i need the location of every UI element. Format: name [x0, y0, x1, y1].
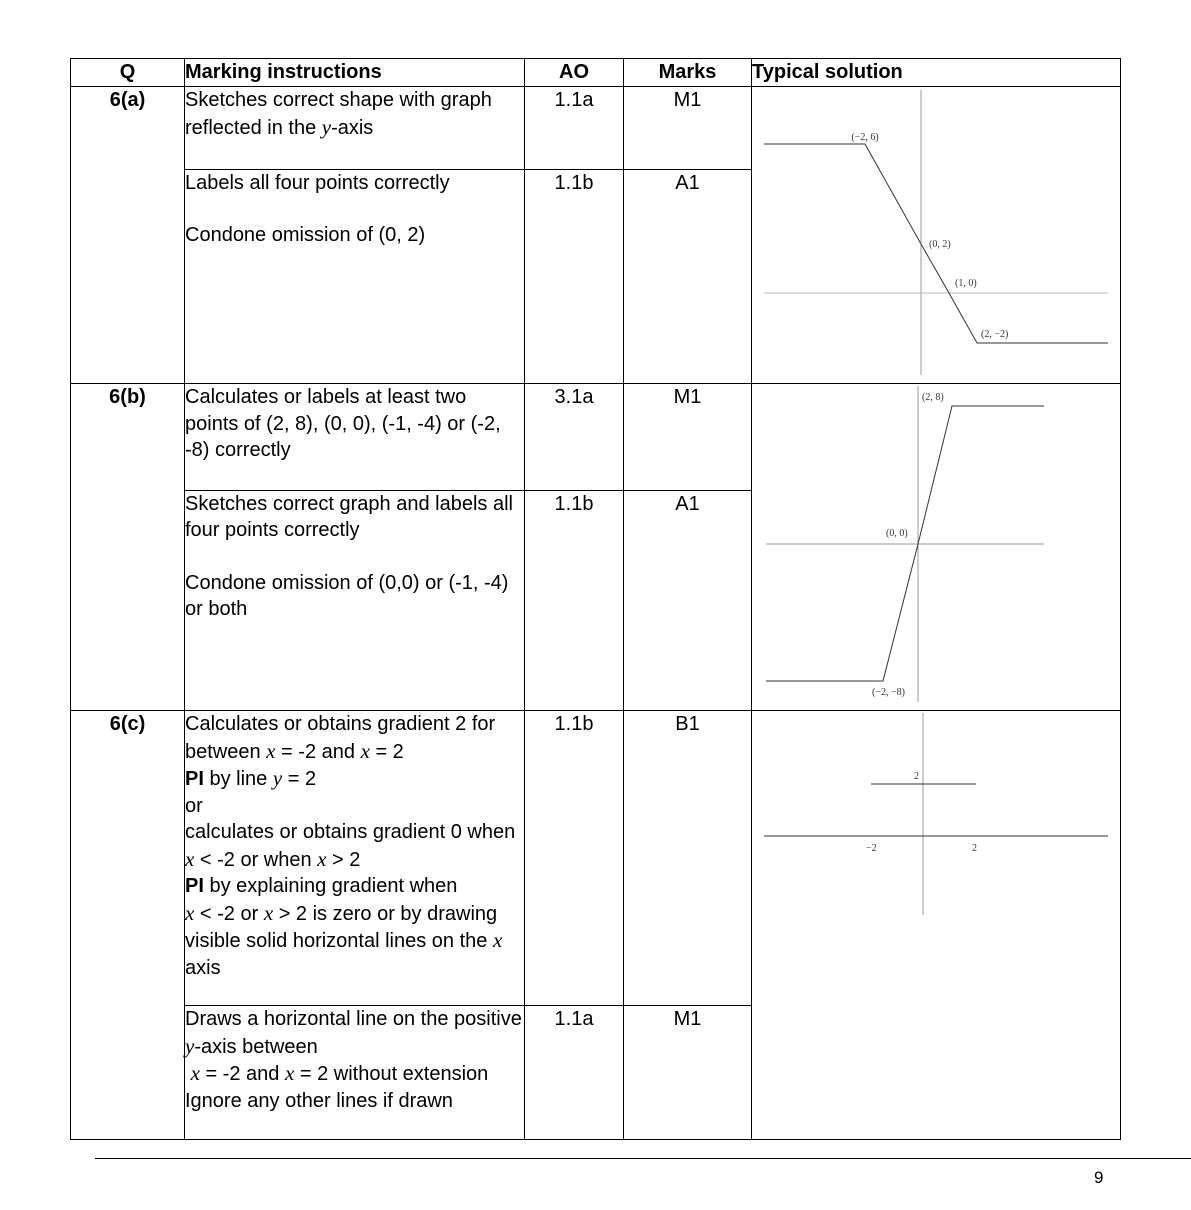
question-6a: 6(a) — [71, 87, 185, 384]
header-q: Q — [71, 59, 185, 87]
header-instructions: Marking instructions — [185, 59, 525, 87]
graph-6c — [752, 711, 1120, 921]
mark-6b-1: M1 — [624, 384, 752, 491]
ao-6c-1: 1.1b — [525, 711, 624, 1006]
solution-graph-6b — [752, 384, 1121, 711]
table-row — [71, 87, 1121, 170]
ao-6a-1: 1.1a — [525, 87, 624, 170]
instruction-6b-1: Calculates or labels at least two points of (2, 8), (0, 0), (-1, -4) or (-2, -8) correctly — [185, 384, 525, 491]
marking-scheme-table — [70, 58, 1121, 1140]
ao-6b-1: 3.1a — [525, 384, 624, 491]
mark-6b-2: A1 — [624, 490, 752, 710]
ao-6b-2: 1.1b — [525, 490, 624, 710]
label-point-b2: (0, 0) — [886, 528, 908, 539]
solution-graph-6a — [752, 87, 1121, 384]
instruction-6b-2: Sketches correct graph and labels all four points correctly Condone omission of (0,0) or (-1, -4) or both — [185, 490, 525, 710]
label-x-2: 2 — [972, 843, 977, 854]
graph-6a — [752, 87, 1120, 377]
mark-6c-2: M1 — [624, 1006, 752, 1140]
label-point-a4: (2, −2) — [981, 329, 1009, 340]
table-row — [71, 711, 1121, 1006]
label-point-a3: (1, 0) — [955, 278, 977, 289]
graph-6b — [752, 384, 1120, 704]
header-marks: Marks — [624, 59, 752, 87]
header-row — [71, 59, 1121, 87]
solution-graph-6c — [752, 711, 1121, 1140]
ao-6c-2: 1.1a — [525, 1006, 624, 1140]
question-6c: 6(c) — [71, 711, 185, 1140]
label-point-a1: (−2, 6) — [851, 132, 879, 143]
label-point-b3: (−2, −8) — [872, 687, 905, 698]
instruction-6c-1: Calculates or obtains gradient 2 for between x = -2 and x = 2 PI by line y = 2 or calculates or obtains gradient 0 when x < -2 or when x > 2 PI by explaining gradient when x < -2 or x > 2 is zero or by drawing visible solid horizontal lines on the x axis — [185, 711, 525, 1006]
label-y-2: 2 — [914, 771, 919, 782]
header-solution: Typical solution — [752, 59, 1121, 87]
mark-6a-2: A1 — [624, 169, 752, 383]
label-point-a2: (0, 2) — [929, 239, 951, 250]
mark-6a-1: M1 — [624, 87, 752, 170]
mark-6c-1: B1 — [624, 711, 752, 1006]
ao-6a-2: 1.1b — [525, 169, 624, 383]
page-number: 9 — [1094, 1168, 1104, 1187]
instruction-6a-1: Sketches correct shape with graph reflected in the y-axis — [185, 87, 525, 170]
label-point-b1: (2, 8) — [922, 392, 944, 403]
header-ao: AO — [525, 59, 624, 87]
table-row — [71, 384, 1121, 491]
instruction-6a-2: Labels all four points correctly Condone omission of (0, 2) — [185, 169, 525, 383]
footer-rule — [95, 1158, 1191, 1159]
label-x-neg2: −2 — [866, 843, 877, 854]
instruction-6c-2: Draws a horizontal line on the positive y-axis between x = -2 and x = 2 without extension Ignore any other lines if drawn — [185, 1006, 525, 1140]
question-6b: 6(b) — [71, 384, 185, 711]
